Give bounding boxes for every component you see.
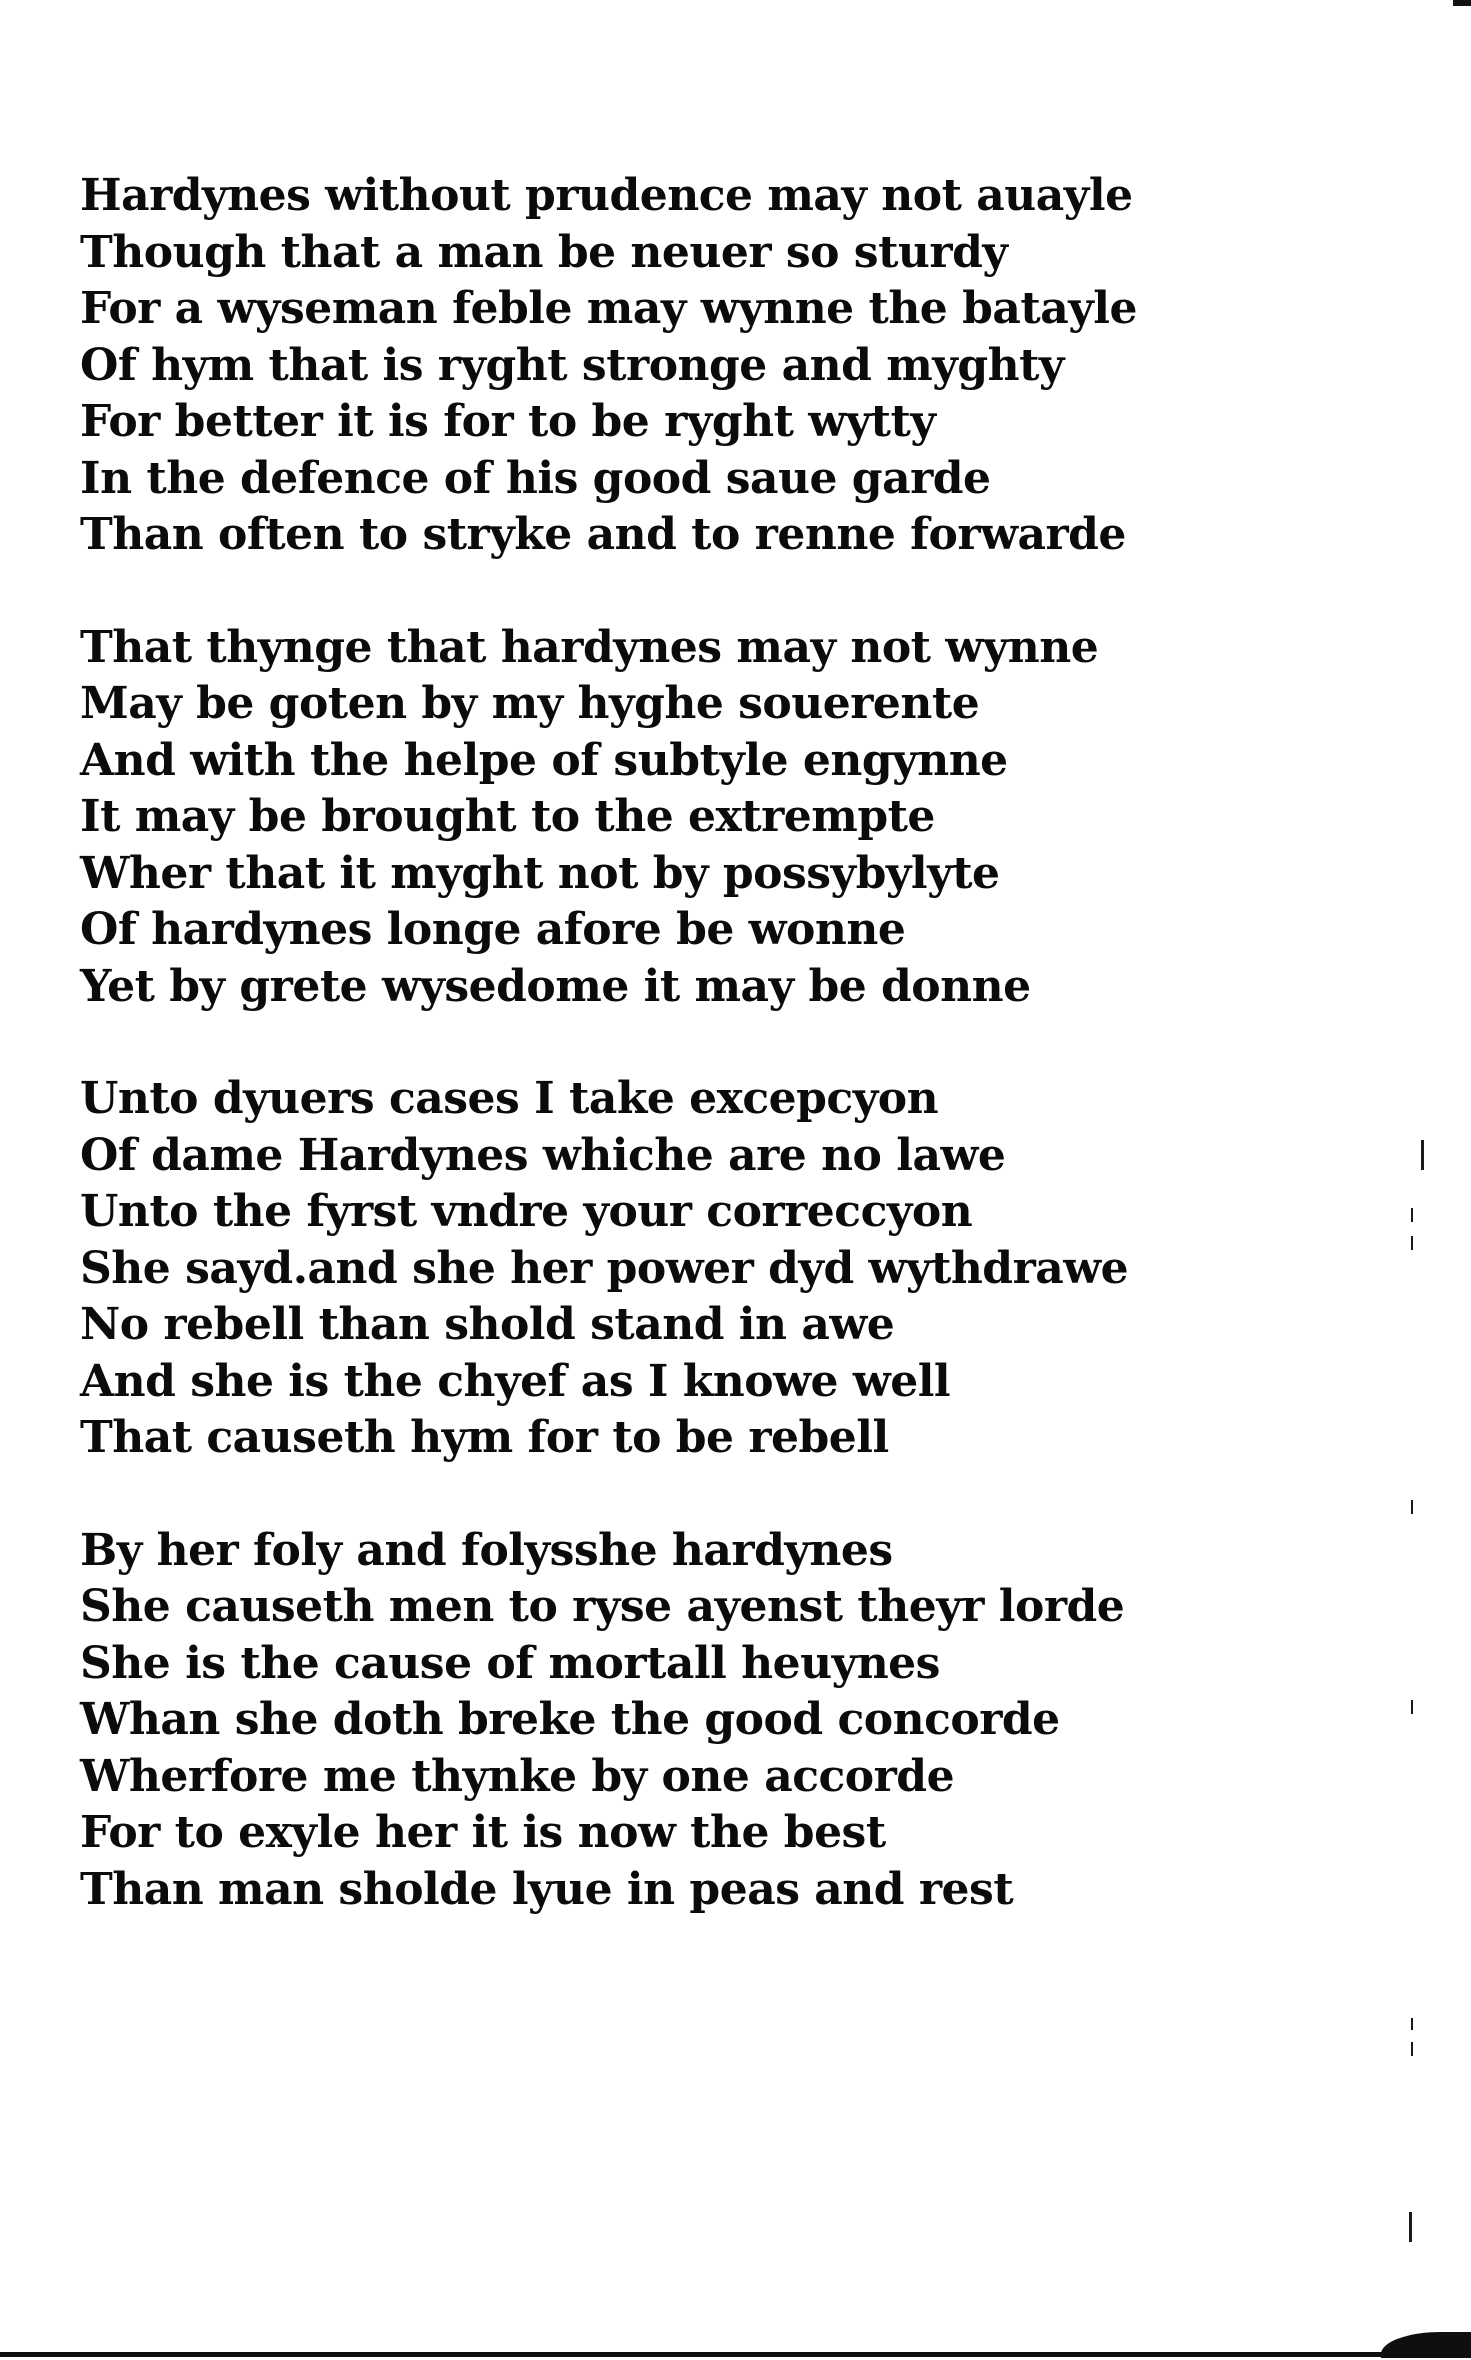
verse-line: Unto dyuers cases I take excepcyon (80, 1073, 939, 1124)
stanza-2 (80, 620, 1099, 1016)
stanza-1 (80, 168, 1138, 564)
verse-line: For a wyseman feble may wynne the batayle (80, 283, 1138, 334)
verse-line: And with the helpe of subtyle engynne (80, 734, 1008, 786)
verse-line: No rebell than shold stand in awe (80, 1299, 895, 1350)
scan-mark (1411, 2042, 1413, 2056)
scan-mark (1411, 1208, 1413, 1222)
verse-line: Of dame Hardynes whiche are no lawe (80, 1129, 1006, 1181)
verse-line: For to exyle her it is now the best (80, 1807, 886, 1858)
scan-mark (1411, 1700, 1413, 1714)
verse-line: That thynge that hardynes may not wynne (80, 621, 1099, 673)
stanza-4 (80, 1523, 1125, 1919)
scan-mark (1409, 2212, 1412, 2242)
verse-line: May be goten by my hyghe souerente (80, 678, 980, 729)
scan-mark (1411, 1500, 1413, 1514)
verse-line: Than often to stryke and to renne forwarde (80, 509, 1126, 560)
scan-mark (1421, 1140, 1424, 1170)
scan-mark (1411, 2018, 1413, 2030)
corner-mark (1453, 0, 1471, 6)
verse-line: In the defence of his good saue garde (80, 452, 991, 504)
verse-line: Wherfore me thynke by one accorde (80, 1750, 955, 1802)
poem-text (80, 168, 1138, 1974)
verse-line: It may be brought to the extrempte (80, 791, 935, 842)
verse-line: Unto the fyrst vndre your correccyon (80, 1186, 973, 1237)
verse-line: She causeth men to ryse ayenst theyr lorde (80, 1581, 1125, 1632)
verse-line: And she is the chyef as I knowe well (80, 1355, 951, 1407)
stanza-3 (80, 1071, 1129, 1467)
page-bottom-edge (0, 2352, 1471, 2357)
scan-mark (1411, 1236, 1413, 1250)
verse-line: She is the cause of mortall heuynes (80, 1637, 940, 1689)
verse-line: For better it is for to be ryght wytty (80, 396, 936, 447)
verse-line: That causeth hym for to be rebell (80, 1412, 889, 1463)
verse-line: By her foly and folysshe hardynes (80, 1524, 893, 1576)
verse-line: Whan she doth breke the good concorde (80, 1694, 1060, 1745)
verse-line: Though that a man be neuer so sturdy (80, 226, 1008, 278)
verse-line: Of hym that is ryght stronge and myghty (80, 339, 1064, 391)
verse-line: Hardynes without prudence may not auayle (80, 170, 1133, 221)
verse-line: She sayd.and she her power dyd wythdrawe (80, 1242, 1129, 1294)
verse-line: Yet by grete wysedome it may be donne (80, 960, 1031, 1012)
verse-line: Wher that it myght not by possybylyte (80, 847, 1000, 899)
verse-line: Of hardynes longe afore be wonne (80, 904, 906, 955)
verse-line: Than man sholde lyue in peas and rest (80, 1863, 1014, 1915)
